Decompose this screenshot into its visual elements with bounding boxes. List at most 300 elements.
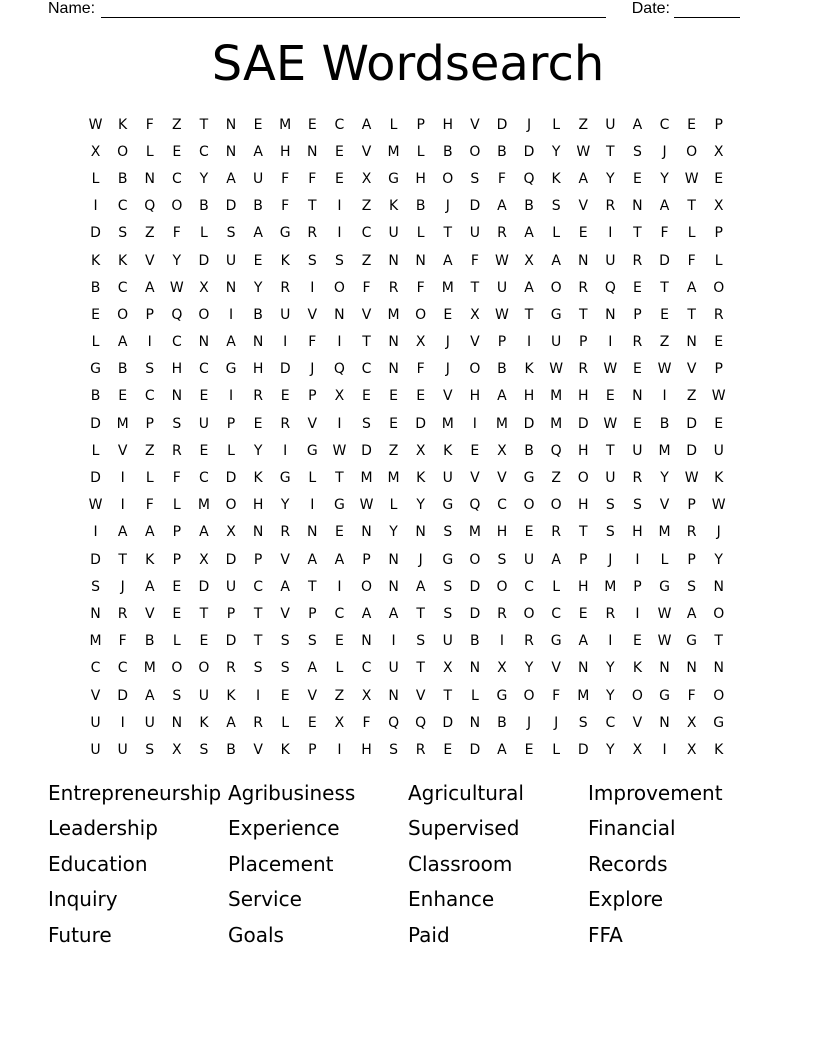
grid-letter[interactable]: A — [524, 279, 534, 296]
grid-letter[interactable]: L — [416, 143, 425, 160]
grid-letter[interactable]: M — [550, 388, 563, 405]
grid-letter[interactable]: A — [280, 578, 290, 595]
grid-letter[interactable]: N — [171, 388, 183, 405]
grid-letter[interactable]: S — [551, 198, 561, 215]
name-line[interactable] — [101, 3, 606, 18]
grid-letter[interactable]: T — [199, 116, 209, 133]
grid-letter[interactable]: N — [388, 578, 399, 595]
grid-letter[interactable]: R — [497, 225, 507, 242]
grid-letter[interactable]: S — [172, 415, 182, 432]
grid-letter[interactable]: H — [632, 524, 643, 541]
grid-letter[interactable]: E — [172, 605, 182, 622]
grid-letter[interactable]: E — [578, 605, 588, 622]
grid-letter[interactable]: D — [90, 551, 101, 568]
grid-letter[interactable]: H — [577, 578, 589, 595]
grid-letter[interactable]: N — [415, 524, 426, 541]
grid-letter[interactable]: X — [497, 660, 507, 677]
grid-letter[interactable]: I — [337, 225, 342, 242]
grid-letter[interactable]: E — [280, 687, 290, 704]
grid-letter[interactable]: G — [306, 442, 318, 459]
grid-letter[interactable]: I — [662, 388, 667, 405]
grid-letter[interactable]: P — [226, 415, 236, 432]
grid-letter[interactable]: A — [551, 252, 561, 269]
grid-letter[interactable]: R — [632, 334, 643, 351]
grid-letter[interactable]: X — [361, 687, 372, 704]
grid-letter[interactable]: N — [469, 660, 481, 677]
grid-letter[interactable]: W — [603, 361, 618, 378]
grid-letter[interactable]: M — [387, 143, 400, 160]
grid-letter[interactable]: F — [362, 279, 371, 296]
grid-letter[interactable]: I — [93, 198, 98, 215]
grid-letter[interactable]: B — [524, 198, 534, 215]
grid-letter[interactable]: R — [253, 714, 263, 731]
grid-letter[interactable]: J — [526, 714, 532, 731]
grid-letter[interactable]: P — [633, 578, 642, 595]
grid-letter[interactable]: E — [280, 388, 290, 405]
grid-letter[interactable]: D — [469, 198, 481, 215]
grid-letter[interactable]: O — [713, 279, 725, 296]
grid-letter[interactable]: P — [714, 225, 723, 242]
grid-letter[interactable]: B — [497, 714, 507, 731]
grid-letter[interactable]: I — [337, 415, 342, 432]
grid-letter[interactable]: Q — [388, 714, 400, 731]
grid-letter[interactable]: U — [442, 633, 453, 650]
grid-letter[interactable]: B — [117, 170, 128, 187]
grid-letter[interactable]: T — [199, 605, 209, 622]
grid-letter[interactable]: X — [172, 741, 182, 758]
grid-letter[interactable]: P — [714, 361, 723, 378]
grid-letter[interactable]: J — [120, 578, 125, 595]
grid-letter[interactable]: N — [252, 524, 264, 541]
grid-letter[interactable]: W — [169, 279, 184, 296]
grid-letter[interactable]: X — [361, 170, 372, 187]
grid-letter[interactable]: X — [334, 714, 345, 731]
grid-letter[interactable]: D — [225, 551, 237, 568]
grid-letter[interactable]: E — [307, 116, 317, 133]
grid-letter[interactable]: R — [524, 633, 534, 650]
grid-letter[interactable]: A — [144, 524, 155, 541]
grid-letter[interactable]: L — [389, 497, 398, 514]
grid-letter[interactable]: M — [550, 415, 563, 432]
grid-letter[interactable]: K — [90, 252, 101, 269]
grid-letter[interactable]: G — [442, 497, 454, 514]
grid-letter[interactable]: K — [118, 116, 128, 133]
grid-letter[interactable]: S — [280, 633, 290, 650]
grid-letter[interactable]: F — [552, 687, 561, 704]
grid-letter[interactable]: Y — [660, 470, 669, 487]
grid-letter[interactable]: N — [659, 714, 670, 731]
grid-letter[interactable]: W — [576, 143, 591, 160]
grid-letter[interactable]: I — [337, 578, 342, 595]
grid-letter[interactable]: I — [93, 524, 98, 541]
grid-letter[interactable]: W — [88, 497, 103, 514]
grid-letter[interactable]: G — [550, 633, 562, 650]
grid-letter[interactable]: S — [307, 252, 317, 269]
grid-letter[interactable]: S — [389, 741, 399, 758]
grid-letter[interactable]: N — [686, 334, 697, 351]
grid-letter[interactable]: T — [633, 225, 642, 242]
grid-letter[interactable]: P — [308, 605, 317, 622]
grid-letter[interactable]: D — [279, 361, 291, 378]
grid-letter[interactable]: R — [307, 225, 318, 242]
grid-letter[interactable]: A — [632, 116, 643, 133]
grid-letter[interactable]: A — [659, 198, 670, 215]
grid-letter[interactable]: S — [253, 660, 263, 677]
grid-letter[interactable]: G — [523, 470, 535, 487]
grid-letter[interactable]: X — [199, 279, 209, 296]
grid-letter[interactable]: C — [361, 225, 372, 242]
grid-letter[interactable]: Q — [604, 279, 616, 296]
grid-letter[interactable]: D — [198, 578, 210, 595]
grid-letter[interactable]: P — [497, 334, 507, 351]
grid-letter[interactable]: A — [307, 551, 318, 568]
grid-letter[interactable]: I — [608, 225, 613, 242]
grid-letter[interactable]: S — [362, 415, 371, 432]
grid-letter[interactable]: I — [608, 334, 613, 351]
grid-letter[interactable]: V — [551, 660, 561, 677]
grid-letter[interactable]: K — [280, 252, 290, 269]
grid-letter[interactable]: O — [117, 143, 129, 160]
grid-letter[interactable]: K — [551, 170, 561, 187]
grid-letter[interactable]: A — [442, 252, 453, 269]
grid-letter[interactable]: D — [577, 741, 589, 758]
grid-letter[interactable]: L — [172, 497, 181, 514]
grid-letter[interactable]: H — [523, 388, 535, 405]
grid-letter[interactable]: I — [662, 741, 667, 758]
grid-letter[interactable]: A — [253, 143, 263, 160]
grid-letter[interactable]: D — [686, 415, 697, 432]
grid-letter[interactable]: S — [605, 524, 615, 541]
grid-letter[interactable]: U — [605, 116, 616, 133]
grid-letter[interactable]: A — [226, 714, 236, 731]
grid-letter[interactable]: T — [578, 524, 588, 541]
grid-letter[interactable]: D — [90, 415, 101, 432]
grid-letter[interactable]: O — [713, 687, 725, 704]
grid-letter[interactable]: K — [714, 470, 724, 487]
grid-letter[interactable]: M — [360, 470, 373, 487]
grid-letter[interactable]: M — [468, 524, 481, 541]
grid-letter[interactable]: E — [307, 714, 317, 731]
grid-letter[interactable]: S — [443, 524, 453, 541]
grid-letter[interactable]: U — [713, 442, 724, 459]
grid-letter[interactable]: M — [387, 470, 400, 487]
grid-letter[interactable]: M — [279, 116, 292, 133]
grid-letter[interactable]: E — [687, 116, 697, 133]
grid-letter[interactable]: I — [120, 497, 125, 514]
grid-letter[interactable]: I — [337, 198, 342, 215]
grid-letter[interactable]: A — [253, 225, 263, 242]
grid-letter[interactable]: O — [713, 605, 725, 622]
grid-letter[interactable]: D — [90, 225, 101, 242]
grid-letter[interactable]: Y — [606, 170, 615, 187]
grid-letter[interactable]: J — [310, 361, 315, 378]
grid-letter[interactable]: L — [145, 143, 154, 160]
grid-letter[interactable]: D — [225, 198, 237, 215]
grid-letter[interactable]: I — [120, 714, 125, 731]
grid-letter[interactable]: I — [472, 415, 477, 432]
grid-letter[interactable]: B — [199, 198, 209, 215]
grid-letter[interactable]: A — [199, 524, 209, 541]
grid-letter[interactable]: G — [388, 170, 399, 187]
grid-letter[interactable]: N — [577, 660, 589, 677]
grid-letter[interactable]: I — [228, 388, 234, 405]
grid-letter[interactable]: Z — [361, 198, 372, 215]
grid-letter[interactable]: N — [415, 252, 426, 269]
grid-letter[interactable]: U — [551, 334, 562, 351]
grid-letter[interactable]: B — [497, 143, 507, 160]
grid-letter[interactable]: I — [228, 306, 234, 323]
grid-letter[interactable]: I — [635, 605, 640, 622]
grid-letter[interactable]: E — [714, 415, 724, 432]
grid-letter[interactable]: S — [443, 578, 453, 595]
grid-letter[interactable]: E — [714, 334, 724, 351]
grid-letter[interactable]: N — [388, 334, 399, 351]
grid-letter[interactable]: E — [443, 306, 453, 323]
grid-letter[interactable]: M — [197, 497, 210, 514]
grid-letter[interactable]: H — [252, 361, 264, 378]
grid-letter[interactable]: U — [198, 415, 210, 432]
grid-letter[interactable]: U — [198, 687, 210, 704]
grid-letter[interactable]: T — [335, 470, 344, 487]
grid-letter[interactable]: V — [307, 687, 318, 704]
grid-letter[interactable]: L — [552, 578, 561, 595]
grid-letter[interactable]: Y — [389, 524, 398, 541]
grid-letter[interactable]: N — [361, 524, 372, 541]
grid-letter[interactable]: G — [496, 687, 508, 704]
grid-letter[interactable]: Y — [551, 143, 561, 160]
grid-letter[interactable]: P — [308, 388, 317, 405]
grid-letter[interactable]: H — [577, 442, 589, 459]
grid-letter[interactable]: R — [605, 198, 616, 215]
grid-letter[interactable]: K — [253, 470, 263, 487]
grid-letter[interactable]: R — [578, 361, 589, 378]
grid-letter[interactable]: E — [199, 388, 209, 405]
grid-letter[interactable]: Z — [334, 687, 345, 704]
grid-letter[interactable]: D — [469, 605, 481, 622]
grid-letter[interactable]: U — [496, 279, 508, 296]
grid-letter[interactable]: G — [225, 361, 237, 378]
grid-letter[interactable]: V — [470, 470, 480, 487]
grid-letter[interactable]: S — [416, 633, 426, 650]
grid-letter[interactable]: X — [632, 741, 643, 758]
grid-letter[interactable]: U — [605, 470, 616, 487]
grid-letter[interactable]: Q — [523, 170, 535, 187]
grid-letter[interactable]: C — [117, 279, 128, 296]
grid-letter[interactable]: X — [524, 252, 534, 269]
grid-letter[interactable]: I — [283, 334, 288, 351]
grid-letter[interactable]: G — [686, 633, 698, 650]
grid-letter[interactable]: A — [415, 578, 426, 595]
grid-letter[interactable]: W — [657, 633, 672, 650]
grid-letter[interactable]: B — [659, 415, 670, 432]
grid-letter[interactable]: E — [334, 170, 344, 187]
grid-letter[interactable]: C — [605, 714, 616, 731]
grid-letter[interactable]: I — [391, 633, 396, 650]
grid-letter[interactable]: V — [280, 605, 290, 622]
grid-letter[interactable]: P — [687, 551, 696, 568]
grid-letter[interactable]: W — [711, 497, 726, 514]
grid-letter[interactable]: S — [470, 170, 480, 187]
grid-letter[interactable]: E — [632, 633, 642, 650]
grid-letter[interactable]: A — [226, 334, 236, 351]
grid-letter[interactable]: K — [714, 741, 724, 758]
grid-letter[interactable]: E — [172, 578, 182, 595]
grid-letter[interactable]: I — [337, 334, 342, 351]
grid-letter[interactable]: S — [145, 741, 155, 758]
grid-letter[interactable]: J — [554, 714, 559, 731]
grid-letter[interactable]: F — [172, 225, 181, 242]
grid-letter[interactable]: F — [362, 714, 371, 731]
grid-letter[interactable]: T — [362, 334, 371, 351]
grid-letter[interactable]: O — [550, 279, 562, 296]
grid-letter[interactable]: S — [632, 497, 642, 514]
grid-letter[interactable]: K — [226, 687, 236, 704]
grid-letter[interactable]: L — [91, 442, 100, 459]
grid-letter[interactable]: B — [90, 388, 101, 405]
grid-letter[interactable]: R — [686, 524, 697, 541]
grid-letter[interactable]: E — [443, 741, 453, 758]
grid-letter[interactable]: C — [171, 334, 182, 351]
grid-letter[interactable]: A — [578, 170, 589, 187]
grid-letter[interactable]: T — [714, 633, 723, 650]
grid-letter[interactable]: J — [445, 198, 450, 215]
grid-letter[interactable]: U — [280, 306, 291, 323]
grid-letter[interactable]: R — [497, 605, 507, 622]
grid-letter[interactable]: T — [524, 306, 534, 323]
grid-letter[interactable]: Z — [686, 388, 697, 405]
grid-letter[interactable]: N — [577, 252, 589, 269]
grid-letter[interactable]: D — [415, 415, 427, 432]
grid-letter[interactable]: N — [361, 633, 372, 650]
grid-letter[interactable]: U — [90, 741, 101, 758]
grid-letter[interactable]: L — [687, 225, 696, 242]
grid-letter[interactable]: A — [524, 225, 534, 242]
grid-letter[interactable]: F — [145, 497, 154, 514]
grid-letter[interactable]: I — [337, 741, 342, 758]
grid-letter[interactable]: Y — [660, 170, 669, 187]
grid-letter[interactable]: X — [334, 388, 345, 405]
grid-letter[interactable]: C — [171, 170, 182, 187]
grid-letter[interactable]: H — [577, 497, 589, 514]
grid-letter[interactable]: O — [442, 170, 454, 187]
grid-letter[interactable]: Z — [551, 470, 561, 487]
grid-letter[interactable]: W — [495, 252, 509, 269]
grid-letter[interactable]: O — [523, 687, 535, 704]
grid-letter[interactable]: W — [684, 470, 699, 487]
grid-letter[interactable]: Y — [714, 551, 723, 568]
grid-letter[interactable]: L — [200, 225, 208, 242]
grid-letter[interactable]: U — [632, 442, 643, 459]
grid-letter[interactable]: L — [91, 170, 100, 187]
grid-letter[interactable]: V — [253, 741, 263, 758]
grid-letter[interactable]: T — [606, 143, 615, 160]
grid-letter[interactable]: K — [443, 442, 453, 459]
grid-letter[interactable]: N — [713, 660, 724, 677]
grid-letter[interactable]: L — [470, 687, 479, 704]
grid-letter[interactable]: X — [199, 551, 209, 568]
grid-letter[interactable]: F — [172, 470, 181, 487]
grid-letter[interactable]: B — [470, 633, 480, 650]
grid-letter[interactable]: Q — [415, 714, 427, 731]
grid-letter[interactable]: A — [497, 741, 507, 758]
grid-letter[interactable]: O — [469, 143, 481, 160]
grid-letter[interactable]: L — [552, 225, 561, 242]
grid-letter[interactable]: N — [225, 279, 237, 296]
grid-letter[interactable]: O — [496, 578, 508, 595]
grid-letter[interactable]: N — [713, 578, 724, 595]
grid-letter[interactable]: O — [523, 605, 535, 622]
name-field[interactable] — [48, 0, 606, 18]
grid-letter[interactable]: K — [280, 741, 290, 758]
grid-letter[interactable]: U — [225, 252, 237, 269]
grid-letter[interactable]: A — [361, 605, 372, 622]
grid-letter[interactable]: A — [497, 198, 507, 215]
grid-letter[interactable]: P — [579, 334, 588, 351]
grid-letter[interactable]: O — [171, 198, 183, 215]
grid-letter[interactable]: K — [118, 252, 128, 269]
grid-letter[interactable]: C — [524, 578, 534, 595]
grid-letter[interactable]: N — [388, 361, 399, 378]
grid-letter[interactable]: K — [388, 198, 399, 215]
grid-letter[interactable]: O — [415, 306, 427, 323]
grid-letter[interactable]: F — [497, 170, 506, 187]
grid-letter[interactable]: D — [469, 578, 481, 595]
grid-letter[interactable]: D — [523, 415, 535, 432]
grid-letter[interactable]: O — [198, 306, 210, 323]
grid-letter[interactable]: L — [714, 252, 723, 269]
grid-letter[interactable]: P — [253, 551, 263, 568]
grid-letter[interactable]: E — [605, 388, 615, 405]
grid-letter[interactable]: P — [362, 551, 371, 568]
grid-letter[interactable]: V — [117, 442, 128, 459]
grid-letter[interactable]: E — [334, 143, 344, 160]
grid-letter[interactable]: F — [308, 334, 317, 351]
grid-letter[interactable]: A — [334, 551, 345, 568]
grid-letter[interactable]: H — [171, 361, 183, 378]
grid-letter[interactable]: D — [659, 252, 670, 269]
grid-letter[interactable]: G — [90, 361, 101, 378]
grid-letter[interactable]: D — [90, 470, 101, 487]
grid-letter[interactable]: K — [524, 361, 534, 378]
grid-letter[interactable]: V — [90, 687, 101, 704]
grid-letter[interactable]: R — [551, 524, 561, 541]
grid-letter[interactable]: Y — [253, 279, 263, 296]
grid-letter[interactable]: W — [657, 605, 672, 622]
grid-letter[interactable]: E — [362, 388, 371, 405]
grid-letter[interactable]: Z — [578, 116, 589, 133]
grid-letter[interactable]: E — [470, 442, 480, 459]
grid-letter[interactable]: O — [469, 551, 481, 568]
grid-letter[interactable]: N — [388, 687, 399, 704]
grid-letter[interactable]: S — [687, 578, 697, 595]
grid-letter[interactable]: Y — [416, 497, 425, 514]
grid-letter[interactable]: Y — [524, 660, 534, 677]
grid-letter[interactable]: U — [605, 252, 616, 269]
grid-letter[interactable]: U — [117, 741, 128, 758]
grid-letter[interactable]: T — [253, 633, 263, 650]
grid-letter[interactable]: E — [632, 170, 642, 187]
grid-letter[interactable]: F — [687, 687, 696, 704]
grid-letter[interactable]: A — [144, 578, 155, 595]
grid-letter[interactable]: V — [144, 252, 155, 269]
grid-letter[interactable]: O — [225, 497, 237, 514]
grid-letter[interactable]: R — [117, 605, 128, 622]
grid-letter[interactable]: N — [225, 116, 237, 133]
grid-letter[interactable]: O — [469, 361, 481, 378]
grid-letter[interactable]: K — [416, 470, 426, 487]
grid-letter[interactable]: L — [552, 741, 561, 758]
grid-letter[interactable]: W — [359, 497, 374, 514]
